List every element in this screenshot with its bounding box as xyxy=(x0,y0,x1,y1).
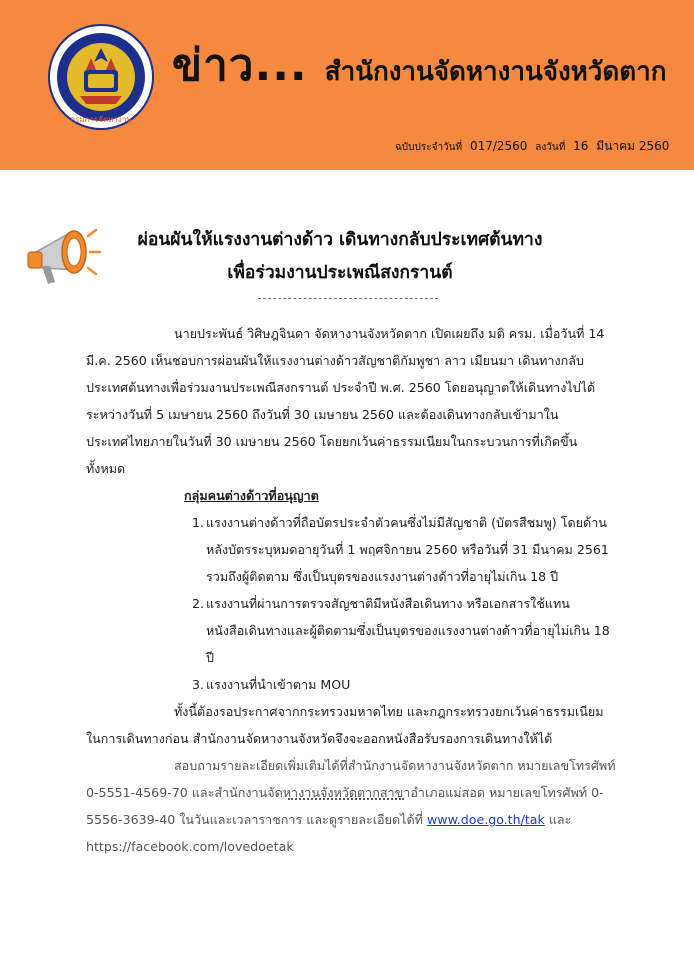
contact-text: สอบถามรายละเอียดเพิ่มเติมได้ที่สำนักงานจัดหางานจังหวัดตาก หมายเลขโทรศัพท์ 0-5551-4569-70 และสำนักงานจัดหางานจังหวัดตากสาขาอำเภอแม่สอด หมายเลขโทรศัพท์ 0-5556-3639-40 ในวันและเวลาราชการ และดูรายละเอียดได้ที่ xyxy=(86,758,616,827)
doe-emblem-icon xyxy=(46,22,156,132)
allowed-groups-list xyxy=(86,509,616,698)
website-link[interactable]: www.doe.go.th/tak xyxy=(427,812,545,827)
issue-month-year: มีนาคม 2560 xyxy=(596,139,670,153)
contact-paragraph xyxy=(86,752,616,860)
office-name: สำนักงานจัดหางานจังหวัดตาก xyxy=(324,57,667,87)
list-number: 1. xyxy=(192,515,205,530)
list-item xyxy=(86,590,616,671)
megaphone-icon xyxy=(22,222,102,294)
issue-day: 16 xyxy=(573,139,589,153)
paragraph-1: นายประพันธ์ วิศิษฎจินดา จัดหางานจังหวัดตาก เปิดเผยถึง มติ ครม. เมื่อวันที่ 14 มี.ค. 2560 เห็นชอบการผ่อนผันให้แรงงานต่างด้าวสัญชาติกัมพูชา ลาว เมียนมา เดินทางกลับประเทศต้นทางเพื่อร่วมงานประเพณีสงกรานต์ ประจำปี พ.ศ. 2560 โดยอนุญาตให้เดินทางไปได้ระหว่างวันที่ 5 เมษายน 2560 ถึงวันที่ 30 เมษายน 2560 และต้องเดินทางกลับเข้ามาในประเทศไทยภายในวันที่ 30 เมษายน 2560 โดยยกเว้นค่าธรรมเนียมในกระบวนการที่เกิดขึ้นทั้งหมด xyxy=(86,326,605,476)
date-label: ลงวันที่ xyxy=(535,142,566,153)
article-body xyxy=(86,320,616,860)
list-text: แรงงานต่างด้าวที่ถือบัตรประจำตัวคนซึ่งไม่มีสัญชาติ (บัตรสีชมพู) โดยด้านหลังบัตรระบุหมดอายุวันที่ 1 พฤศจิกายน 2560 หรือวันที่ 31 มีนาคม 2561 รวมถึงผู้ติดตาม ซึ่งเป็นบุตรของแรงงานต่างด้าวที่อายุไม่เกิน 18 ปี xyxy=(206,515,609,584)
list-item xyxy=(86,509,616,590)
title-line-1: ผ่อนผันให้แรงงานต่างด้าว เดินทางกลับประเทศต้นทาง xyxy=(137,230,543,250)
issue-number: 017/2560 xyxy=(469,139,528,153)
title-separator xyxy=(258,298,438,299)
issue-line xyxy=(395,137,673,156)
news-word: ข่าว... xyxy=(172,40,308,91)
article-title xyxy=(120,224,560,290)
allowed-heading: กลุ่มคนต่างด้าวที่อนุญาต xyxy=(184,488,319,503)
list-item xyxy=(86,671,616,698)
list-number: 3. xyxy=(192,677,205,692)
paragraph-2: ทั้งนี้ต้องรอประกาศจากกระทรวงมหาดไทย และกฎกระทรวงยกเว้นค่าธรรมเนียมในการเดินทางก่อน สำนักงานจัดหางานจังหวัดจึงจะออกหนังสือรับรองการเดินทางให้ได้ xyxy=(86,704,604,746)
title-line-2: เพื่อร่วมงานประเพณีสงกรานต์ xyxy=(227,263,453,283)
header-banner xyxy=(0,0,694,172)
list-number: 2. xyxy=(192,596,205,611)
headline xyxy=(172,30,667,100)
list-text: แรงงานที่ผ่านการตรวจสัญชาติมีหนังสือเดินทาง หรือเอกสารใช้แทนหนังสือเดินทางและผู้ติดตามซึ่งเป็นบุตรของแรงงานต่างด้าวที่อายุไม่เกิน 18 ปี xyxy=(206,596,610,665)
end-separator xyxy=(288,798,404,800)
facebook-link[interactable]: https://facebook.com/lovedoetak xyxy=(86,839,294,854)
logo-text: กรมการจัดหางาน xyxy=(70,115,132,124)
list-text: แรงงานที่นำเข้าตาม MOU xyxy=(206,677,351,692)
and-word: และ xyxy=(548,812,572,827)
issue-label: ฉบับประจำวันที่ xyxy=(395,142,463,153)
doe-logo xyxy=(46,22,156,132)
